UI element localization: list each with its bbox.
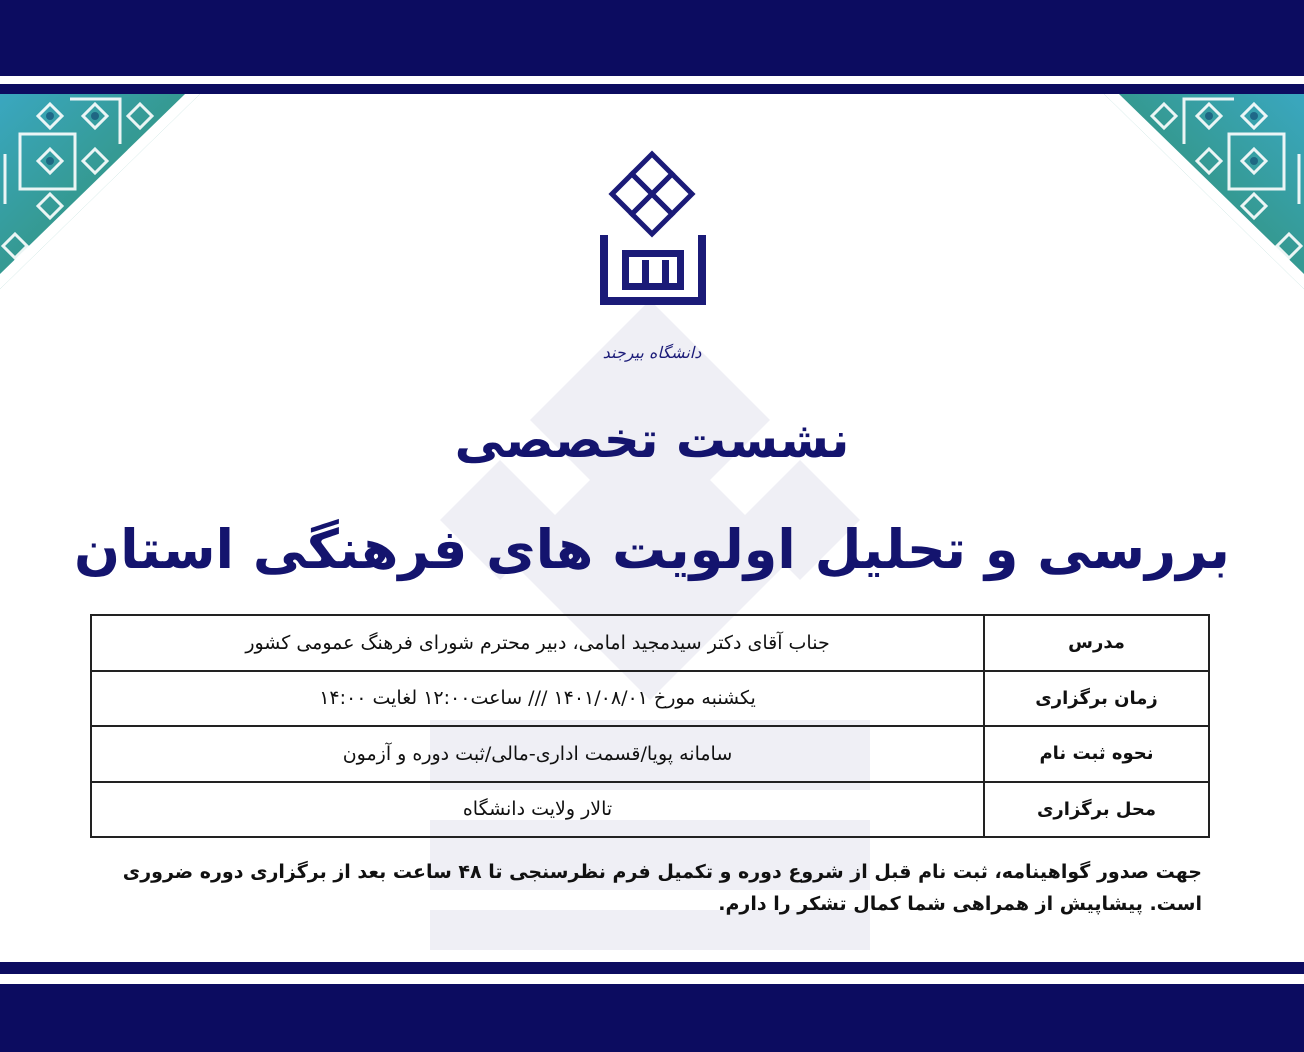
row-value: سامانه پویا/قسمت اداری-مالی/ثبت دوره و آزمون — [91, 726, 984, 782]
row-label: محل برگزاری — [984, 782, 1209, 838]
islamic-ornament-right-icon — [1064, 94, 1304, 294]
logo-caption: دانشگاه بیرجند — [602, 343, 702, 362]
event-subject-title: بررسی و تحلیل اولویت های فرهنگی استان — [74, 518, 1230, 581]
row-label: زمان برگزاری — [984, 671, 1209, 727]
row-value: جناب آقای دکتر سیدمجید امامی، دبیر محترم شورای فرهنگ عمومی کشور — [91, 615, 984, 671]
university-knot-logo-icon — [590, 150, 715, 370]
bottom-band — [0, 984, 1304, 1052]
islamic-ornament-left-icon — [0, 94, 240, 294]
row-value: تالار ولایت دانشگاه — [91, 782, 984, 838]
certificate-note: جهت صدور گواهینامه، ثبت نام قبل از شروع دوره و تکمیل فرم نظرسنجی تا ۴۸ ساعت بعد از برگزاری دوره ضروری است. پیشاپیش از همراهی شما کمال تشکر را دارم. — [122, 861, 1202, 915]
table-row — [91, 615, 1209, 671]
event-type-title: نشست تخصصی — [454, 411, 850, 469]
table-row — [91, 782, 1209, 838]
row-label: مدرس — [984, 615, 1209, 671]
top-band — [0, 0, 1304, 76]
top-line — [0, 84, 1304, 94]
table-row — [91, 671, 1209, 727]
table-row — [91, 726, 1209, 782]
row-label: نحوه ثبت نام — [984, 726, 1209, 782]
row-value: یکشنبه مورخ ۱۴۰۱/۰۸/۰۱ /// ساعت۱۲:۰۰ لغایت ۱۴:۰۰ — [91, 671, 984, 727]
event-details-table — [90, 614, 1210, 838]
bottom-line — [0, 962, 1304, 974]
